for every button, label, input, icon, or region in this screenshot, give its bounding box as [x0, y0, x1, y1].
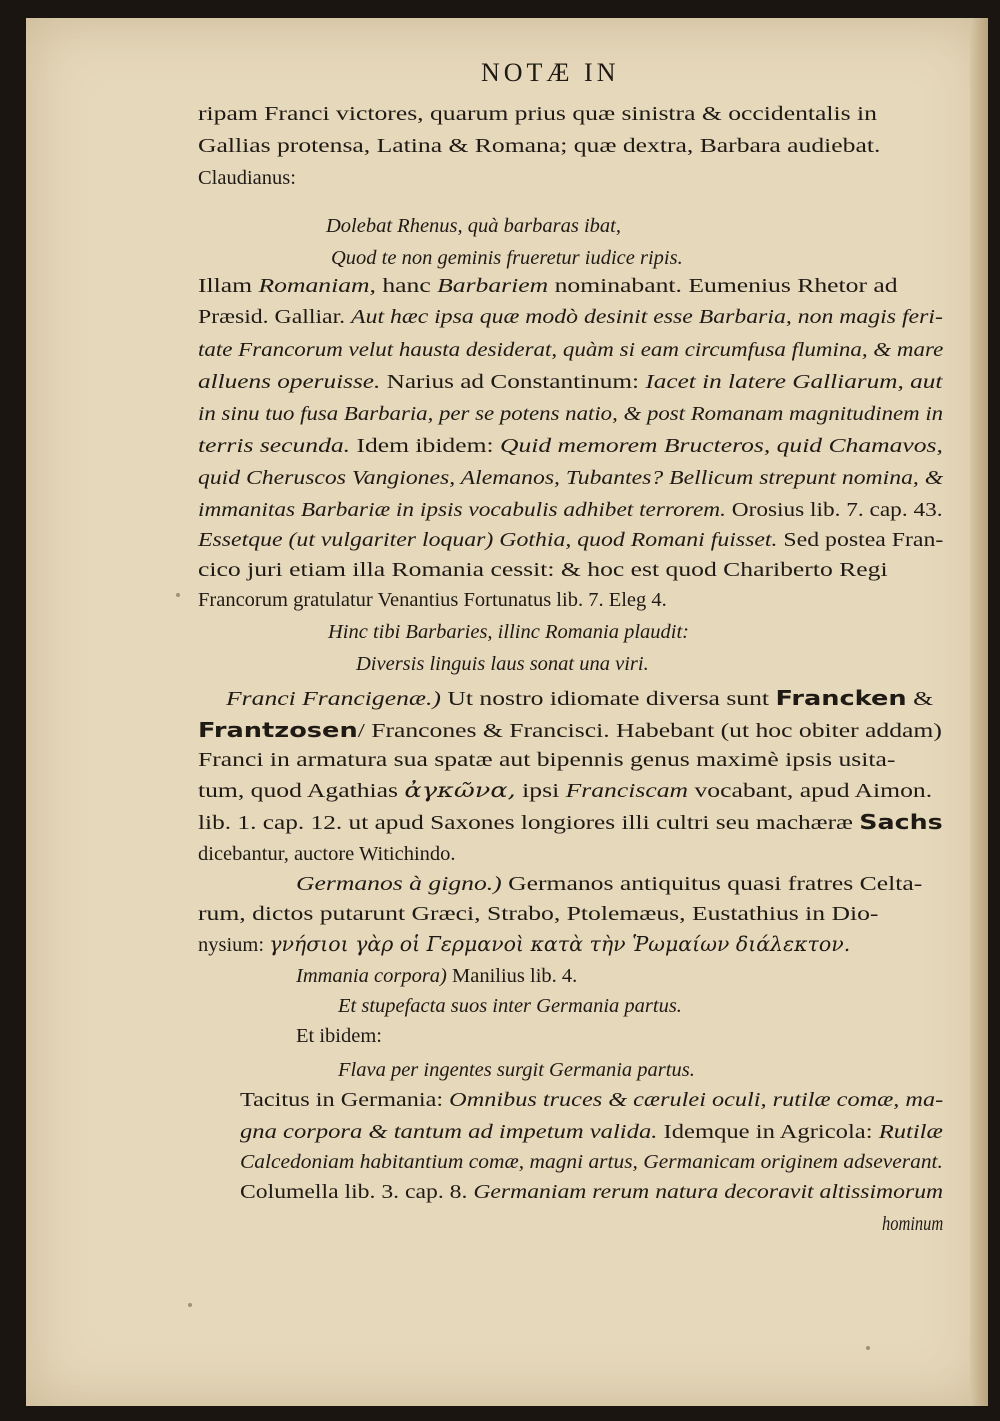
roman-text: / Francones & Francisci. Habebant (ut hoc obiter addam): [357, 720, 942, 742]
greek-text: γνήσιοι γὰρ οἱ Γερμανοὶ κατὰ τὴν Ῥωμαίων διάλεκτον.: [269, 932, 851, 956]
roman-text: lib. 1. cap. 12. ut apud Saxones longiores illi cultri seu machæræ: [198, 812, 860, 834]
italic-text: Quod te non geminis frueretur iudice ripis.: [331, 247, 683, 269]
text-line: [198, 468, 943, 489]
blackletter-word: Frantzosen: [198, 718, 358, 742]
roman-text: Idem ibidem:: [350, 435, 500, 457]
italic-text: tate Francorum velut hausta desiderat, quàm si eam circumfusa flumina, & mare: [198, 339, 944, 361]
text-line: [198, 780, 932, 802]
italic-text: gna corpora & tantum ad impetum valida.: [240, 1121, 658, 1143]
text-line: [198, 340, 943, 361]
text-line: [198, 560, 888, 581]
text-line: [338, 996, 682, 1017]
roman-text: tum, quod Agathias: [198, 780, 405, 802]
text-line: [198, 436, 943, 457]
text-line: [198, 934, 850, 956]
italic-text: Et stupefacta suos inter Germania partus.: [338, 995, 682, 1017]
italic-text: Romaniam,: [258, 275, 376, 297]
roman-text: ripam Franci victores, quarum prius quæ sinistra & occidentalis in: [198, 103, 877, 125]
roman-text: Illam: [198, 275, 259, 297]
greek-text: ἀγκῶνα,: [404, 778, 516, 802]
roman-text: Narius ad Constantinum:: [380, 371, 646, 393]
italic-text: immanitas Barbariæ in ipsis vocabulis adhibet terrorem.: [198, 499, 726, 521]
text-line: [198, 372, 942, 393]
roman-text: cico juri etiam illa Romania cessit: & hoc est quod Chariberto Regi: [198, 559, 888, 581]
roman-text: &: [906, 688, 934, 710]
italic-text: Germanos à gigno.): [296, 873, 502, 895]
italic-text: Germaniam rerum natura decoravit altissimorum: [473, 1181, 944, 1203]
paper-speck: [176, 593, 180, 597]
italic-text: Franci Francigenæ.): [226, 688, 441, 710]
roman-text: Sed postea Fran-: [777, 529, 944, 551]
roman-text: Germanos antiquitus quasi fratres Celta-: [501, 873, 923, 895]
italic-text: Omnibus truces & cærulei oculi, rutilæ comæ, ma-: [449, 1089, 944, 1111]
text-line: [328, 622, 689, 643]
paper-speck: [188, 1303, 192, 1307]
italic-text: Aut hæc ipsa quæ modò desinit esse Barbaria, non magis feri-: [351, 306, 943, 328]
text-line: [326, 216, 621, 237]
text-line: [198, 720, 942, 742]
text-line: [198, 307, 943, 328]
text-line: [198, 500, 943, 521]
book-page: [26, 18, 988, 1406]
italic-text: Barbariem: [437, 275, 549, 297]
roman-text: Francorum gratulatur Venantius Fortunatus lib. 7. Eleg 4.: [198, 589, 667, 611]
roman-text: Idemque in Agricola:: [657, 1121, 879, 1143]
text-line: [198, 904, 878, 925]
roman-text: rum, dictos putarunt Græci, Strabo, Ptolemæus, Eustathius in Dio-: [198, 903, 879, 925]
paper-speck: [866, 1346, 870, 1350]
italic-text: hominum: [882, 1213, 944, 1235]
italic-text: Rutilæ: [878, 1121, 943, 1143]
italic-text: terris secunda.: [198, 435, 351, 457]
roman-text: nysium:: [198, 934, 270, 956]
roman-text: hanc: [375, 275, 438, 297]
italic-text: Calcedoniam habitantium comæ, magni artus, Germanicam originem adseverant.: [240, 1151, 943, 1173]
text-line: [296, 874, 922, 895]
text-line: [198, 276, 898, 297]
italic-text: quid Cheruscos Vangiones, Alemanos, Tubantes? Bellicum strepunt nomina, &: [198, 467, 944, 489]
blackletter-word: Francken: [775, 686, 907, 710]
text-line: [198, 404, 943, 425]
text-line: [226, 688, 933, 710]
text-line: [240, 1152, 943, 1173]
roman-text: Præsid. Galliar.: [198, 306, 352, 328]
text-line: [338, 1060, 695, 1081]
italic-text: Iacet in latere Galliarum, aut: [645, 371, 943, 393]
text-line: [198, 812, 943, 834]
page-edge: [970, 18, 988, 1406]
roman-text: nominabant. Eumenius Rhetor ad: [548, 275, 898, 297]
roman-text: Tacitus in Germania:: [240, 1089, 450, 1111]
roman-text: Manilius lib. 4.: [446, 965, 578, 987]
roman-text: Gallias protensa, Latina & Romana; quæ dextra, Barbara audiebat.: [198, 135, 881, 157]
text-line: [331, 248, 683, 269]
italic-text: Dolebat Rhenus, quà barbaras ibat,: [326, 215, 621, 237]
italic-text: Franciscam: [565, 780, 689, 802]
italic-text: alluens operuisse.: [198, 371, 381, 393]
roman-text: Et ibidem:: [296, 1025, 382, 1047]
text-line: [296, 966, 577, 987]
roman-text: Franci in armatura sua spatæ aut bipennis genus maximè ipsis usita-: [198, 749, 896, 771]
roman-text: dicebantur, auctore Witichindo.: [198, 843, 456, 865]
text-line: [198, 590, 667, 611]
blackletter-word: Sachs: [859, 810, 943, 834]
italic-text: Essetque (ut vulgariter loquar) Gothia, quod Romani fuisset.: [198, 529, 778, 551]
roman-text: Columella lib. 3. cap. 8.: [240, 1181, 474, 1203]
roman-text: ipsi: [515, 780, 566, 802]
italic-text: Flava per ingentes surgit Germania partus.: [338, 1059, 695, 1081]
running-head: NOTÆ IN: [481, 58, 620, 87]
italic-text: Hinc tibi Barbaries, illinc Romania plaudit:: [328, 621, 690, 643]
text-line: [296, 1026, 382, 1047]
italic-text: Immania corpora): [296, 965, 447, 987]
italic-text: in sinu tuo fusa Barbaria, per se potens natio, & post Romanam magnitudinem in: [198, 403, 944, 425]
text-line: [356, 654, 649, 675]
roman-text: Ut nostro idiomate diversa sunt: [440, 688, 776, 710]
roman-text: Orosius lib. 7. cap. 43.: [725, 499, 943, 521]
text-line: [198, 168, 296, 189]
text-line: [198, 104, 877, 125]
text-line: [240, 1182, 943, 1203]
text-line: [198, 750, 895, 771]
italic-text: Quid memorem Bructeros, quid Chamavos,: [499, 435, 943, 457]
text-line: [882, 1214, 943, 1235]
text-line: [198, 844, 456, 865]
italic-text: Diversis linguis laus sonat una viri.: [356, 653, 649, 675]
text-line: [198, 136, 880, 157]
roman-text: vocabant, apud Aimon.: [688, 780, 933, 802]
text-line: [198, 530, 943, 551]
text-line: [240, 1122, 943, 1143]
roman-text: Claudianus:: [198, 167, 296, 189]
text-line: [240, 1090, 943, 1111]
